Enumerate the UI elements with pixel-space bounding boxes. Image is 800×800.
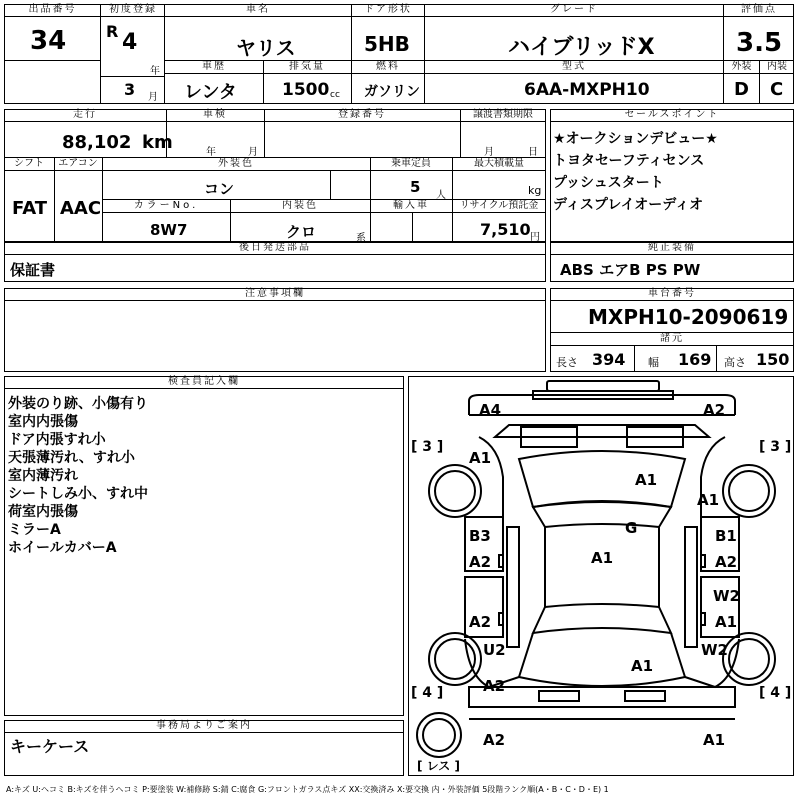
dmg-quarter-right: W2 bbox=[701, 641, 728, 659]
model: 6AA-MXPH10 bbox=[524, 80, 650, 100]
dmg-rear-right: A1 bbox=[703, 731, 726, 749]
mileage-label: 走行 bbox=[4, 109, 166, 122]
interior-label: 内装 bbox=[760, 61, 794, 74]
transfer-day-unit: 日 bbox=[528, 147, 538, 158]
insp-month-unit: 月 bbox=[248, 147, 258, 158]
dmg-door-rr-top: W2 bbox=[713, 587, 740, 605]
width-label: 幅 bbox=[648, 356, 659, 369]
later-parts-label: 後日発送部品 bbox=[4, 242, 546, 255]
inspector-note-8: ミラーA bbox=[8, 522, 61, 538]
car-outline-diagram bbox=[409, 377, 795, 777]
year-unit: 年 bbox=[150, 66, 160, 77]
reg-year: 4 bbox=[122, 30, 138, 55]
door-type: 5HB bbox=[364, 32, 410, 56]
ext-color: コン bbox=[204, 180, 235, 198]
car-name-label: 車名 bbox=[165, 4, 351, 17]
chassis-label: 車台番号 bbox=[550, 288, 794, 301]
score-label: 評価点 bbox=[724, 4, 794, 17]
fuel-label: 燃料 bbox=[352, 61, 424, 74]
first-reg-label: 初度登録 bbox=[101, 4, 165, 17]
dmg-door-fr: A2 bbox=[715, 553, 738, 571]
inspector-note-5: 室内薄汚れ bbox=[8, 468, 78, 484]
dmg-door-rr: A1 bbox=[715, 613, 738, 631]
lot-no-label: 出品番号 bbox=[4, 4, 101, 17]
later-parts-value: 保証書 bbox=[10, 261, 56, 279]
displacement-label: 排気量 bbox=[263, 61, 351, 74]
length: 394 bbox=[592, 350, 626, 369]
width: 169 bbox=[678, 350, 712, 369]
shift-label: シフト bbox=[4, 158, 54, 171]
reg-month: 3 bbox=[124, 80, 136, 99]
era: R bbox=[106, 22, 119, 41]
capacity: 5 bbox=[410, 178, 421, 196]
dmg-door-fl: A2 bbox=[469, 553, 492, 571]
color-no: 8W7 bbox=[150, 221, 188, 239]
reg-no-label: 登録番号 bbox=[264, 109, 460, 122]
dmg-roof-center: A1 bbox=[591, 549, 614, 567]
shift: FAT bbox=[12, 198, 48, 219]
dmg-roof: G bbox=[625, 519, 638, 537]
height-label: 高さ bbox=[724, 356, 746, 369]
vehicle-info-box bbox=[4, 109, 546, 242]
sales-point-3: プッシュスタート bbox=[553, 175, 664, 191]
month-unit: 月 bbox=[148, 92, 158, 103]
car-name: ヤリス bbox=[236, 36, 296, 60]
genuine-value: ABS エアB PS PW bbox=[560, 261, 701, 279]
interior-grade: C bbox=[770, 79, 784, 100]
grade-label: グレード bbox=[425, 4, 723, 17]
inspector-label: 検査員記入欄 bbox=[4, 376, 404, 389]
int-color-label: 内装色 bbox=[230, 200, 370, 213]
dmg-front-left: A4 bbox=[479, 401, 502, 419]
grade: ハイブリッドX bbox=[508, 35, 655, 60]
office-value: キーケース bbox=[10, 737, 90, 756]
max-load-label: 最大積載量 bbox=[452, 158, 546, 171]
dmg-fender-left: A1 bbox=[469, 449, 492, 467]
inspector-note-2: 室内内張傷 bbox=[8, 414, 78, 430]
exterior-grade: D bbox=[734, 79, 749, 100]
tire-rl: [ 4 ] bbox=[411, 685, 444, 701]
inspector-note-9: ホイールカバーA bbox=[8, 540, 117, 556]
tire-fl: [ 3 ] bbox=[411, 439, 444, 455]
fuel: ガソリン bbox=[364, 84, 420, 100]
int-color-unit: 系 bbox=[356, 233, 366, 244]
damage-diagram bbox=[408, 376, 794, 776]
inspector-note-1: 外装のり跡、小傷有り bbox=[8, 396, 148, 412]
max-load-unit: kg bbox=[528, 184, 542, 197]
displacement: 1500 bbox=[282, 80, 330, 100]
inspector-note-7: 荷室内張傷 bbox=[8, 504, 78, 520]
dmg-pillar-left: B3 bbox=[469, 527, 491, 545]
legend: A:キズ U:ヘコミ B:キズを伴うヘコミ P:要塗装 W:補修跡 S:錆 C:腐食 G:フロントガラス点キズ XX:交換済み X:要交換 内・外装評価 5段階ランク順(A・B・C・D・E) 1 bbox=[6, 785, 609, 794]
dmg-trunk: A1 bbox=[631, 657, 654, 675]
capacity-unit: 人 bbox=[436, 190, 446, 201]
lot-no: 34 bbox=[30, 26, 67, 56]
genuine-label: 純正装備 bbox=[550, 242, 794, 255]
sales-points-label: セールスポイント bbox=[550, 109, 794, 122]
exterior-label: 外装 bbox=[724, 61, 759, 74]
inspector-note-4: 天張薄汚れ、すれ小 bbox=[8, 450, 135, 466]
model-label: 型式 bbox=[425, 61, 723, 74]
sales-point-1: ★オークションデビュー★ bbox=[553, 131, 718, 147]
recycle-label: リサイクル預託金 bbox=[452, 200, 546, 213]
mileage: 88,102 bbox=[62, 132, 132, 153]
dmg-hood: A1 bbox=[635, 471, 658, 489]
history: レンタ bbox=[184, 82, 237, 103]
int-color: クロ bbox=[286, 223, 317, 241]
history-label: 車歴 bbox=[165, 61, 263, 74]
door-label: ドア形状 bbox=[352, 4, 424, 17]
caution-label: 注意事項欄 bbox=[4, 288, 546, 301]
dmg-door-rl: A2 bbox=[469, 613, 492, 631]
sales-point-2: トヨタセーフティセンス bbox=[553, 153, 705, 169]
dmg-front-right: A2 bbox=[703, 401, 726, 419]
office-label: 事務局よりご案内 bbox=[4, 720, 404, 733]
spec-label: 諸元 bbox=[550, 333, 794, 346]
ext-color-label: 外装色 bbox=[102, 158, 370, 171]
tire-rr: [ 4 ] bbox=[759, 685, 792, 701]
recycle: 7,510 bbox=[480, 220, 531, 239]
dmg-quarter-left: U2 bbox=[483, 641, 506, 659]
height: 150 bbox=[756, 350, 790, 369]
score: 3.5 bbox=[736, 28, 783, 58]
chassis-no: MXPH10-2090619 bbox=[588, 305, 789, 329]
mileage-unit: km bbox=[142, 132, 173, 153]
ac-label: エアコン bbox=[54, 158, 102, 171]
transfer-month-unit: 月 bbox=[484, 147, 494, 158]
inspector-note-6: シートしみ小、すれ中 bbox=[8, 486, 148, 502]
length-label: 長さ bbox=[556, 356, 578, 369]
color-no-label: カラーNo. bbox=[102, 200, 230, 213]
sales-point-4: ディスプレイオーディオ bbox=[553, 197, 704, 213]
capacity-label: 乗車定員 bbox=[370, 158, 452, 171]
import-label: 輸入車 bbox=[370, 200, 452, 213]
inspector-note-3: ドア内張すれ小 bbox=[8, 432, 106, 448]
displacement-unit: cc bbox=[330, 90, 340, 100]
spare-tire: [ レス ] bbox=[417, 759, 460, 773]
inspection-label: 車検 bbox=[166, 109, 264, 122]
dmg-fender-right: A1 bbox=[697, 491, 720, 509]
dmg-pillar-right: B1 bbox=[715, 527, 737, 545]
transfer-label: 譲渡書類期限 bbox=[460, 109, 546, 122]
ac: AAC bbox=[60, 198, 102, 219]
dmg-rear-left: A2 bbox=[483, 731, 506, 749]
insp-year-unit: 年 bbox=[206, 147, 216, 158]
recycle-unit: 円 bbox=[530, 232, 540, 243]
dmg-rear-left-top: A2 bbox=[483, 677, 506, 695]
tire-fr: [ 3 ] bbox=[759, 439, 792, 455]
